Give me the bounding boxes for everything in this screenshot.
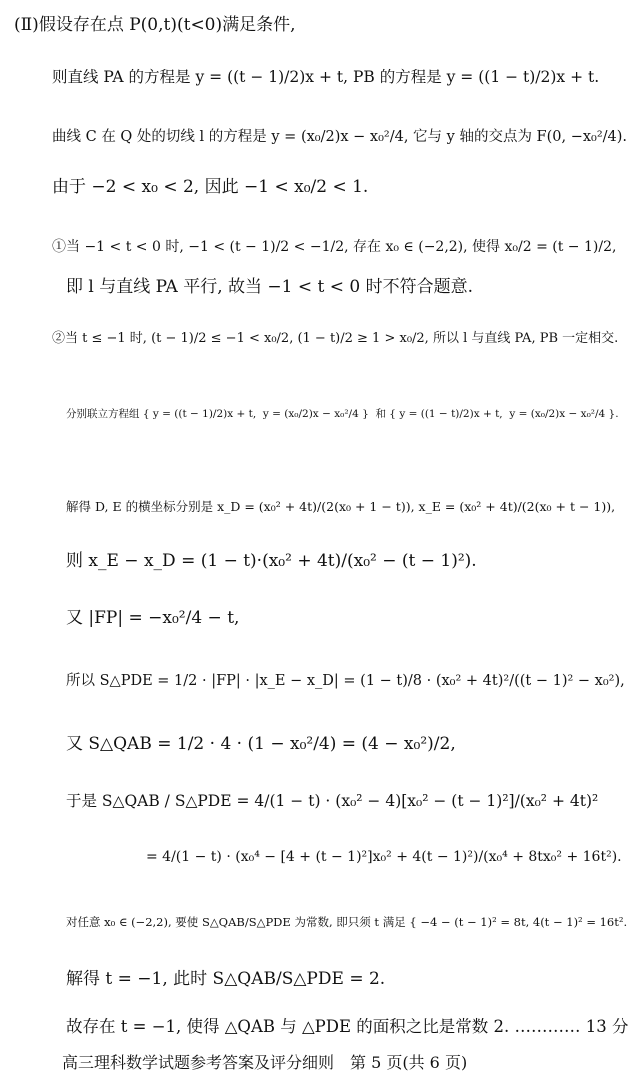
line-case-1-conclusion: 即 l 与直线 PA 平行, 故当 −1 < t < 0 时不符合题意. — [66, 277, 474, 297]
line-conclusion: 故存在 t = −1, 使得 △QAB 与 △PDE 的面积之比是常数 2. ………… 13 分 — [66, 1017, 629, 1036]
page-footer: 高三理科数学试题参考答案及评分细则 第 5 页(共 6 页) — [62, 1053, 468, 1072]
line-xd-xe: 解得 D, E 的横坐标分别是 x_D = (x₀² + 4t)/(2(x₀ + 1 − t)), x_E = (x₀² + 4t)/(2(x₀ + t − 1)), — [66, 499, 616, 514]
line-s-pde: 所以 S△PDE = 1/2 · |FP| · |x_E − x_D| = (1 − t)/8 · (x₀² + 4t)²/((t − 1)² − x₀²), — [66, 673, 625, 689]
line-fp: 又 |FP| = −x₀²/4 − t, — [66, 608, 240, 628]
line-case-1: ①当 −1 < t < 0 时, −1 < (t − 1)/2 < −1/2, 存在 x₀ ∈ (−2,2), 使得 x₀/2 = (t − 1)/2, — [52, 239, 617, 255]
line-case-2: ②当 t ≤ −1 时, (t − 1)/2 ≤ −1 < x₀/2, (1 − t)/2 ≥ 1 > x₀/2, 所以 l 与直线 PA, PB 一定相交. — [52, 331, 619, 346]
line-pa-pb-equations: 则直线 PA 的方程是 y = ((t − 1)/2)x + t, PB 的方程是 y = ((1 − t)/2)x + t. — [52, 68, 600, 86]
line-part2-intro: (Ⅱ)假设存在点 P(0,t)(t<0)满足条件, — [14, 15, 296, 35]
line-systems: 分别联立方程组 { y = ((t − 1)/2)x + t, y = (x₀/2)x − x₀²/4 } 和 { y = ((1 − t)/2)x + t, y = (x₀/2)x − x₀²/4 }. — [66, 408, 619, 420]
line-x0-range: 由于 −2 < x₀ < 2, 因此 −1 < x₀/2 < 1. — [52, 177, 369, 197]
line-ratio-expanded: = 4/(1 − t) · (x₀⁴ − [4 + (t − 1)²]x₀² + 4(t − 1)²)/(x₀⁴ + 8tx₀² + 16t²). — [146, 849, 622, 865]
line-constant-condition: 对任意 x₀ ∈ (−2,2), 要使 S△QAB/S△PDE 为常数, 即只须 t 满足 { −4 − (t − 1)² = 8t, 4(t − 1)² = 16t². — [66, 915, 628, 929]
line-tangent-equation: 曲线 C 在 Q 处的切线 l 的方程是 y = (x₀/2)x − x₀²/4, 它与 y 轴的交点为 F(0, −x₀²/4). — [52, 129, 628, 145]
line-solution: 解得 t = −1, 此时 S△QAB/S△PDE = 2. — [66, 969, 386, 989]
line-s-qab: 又 S△QAB = 1/2 · 4 · (1 − x₀²/4) = (4 − x₀²)/2, — [66, 734, 456, 754]
line-xe-minus-xd: 则 x_E − x_D = (1 − t)·(x₀² + 4t)/(x₀² − (t − 1)²). — [66, 551, 477, 571]
line-ratio: 于是 S△QAB / S△PDE = 4/(1 − t) · (x₀² − 4)[x₀² − (t − 1)²]/(x₀² + 4t)² — [66, 792, 599, 810]
